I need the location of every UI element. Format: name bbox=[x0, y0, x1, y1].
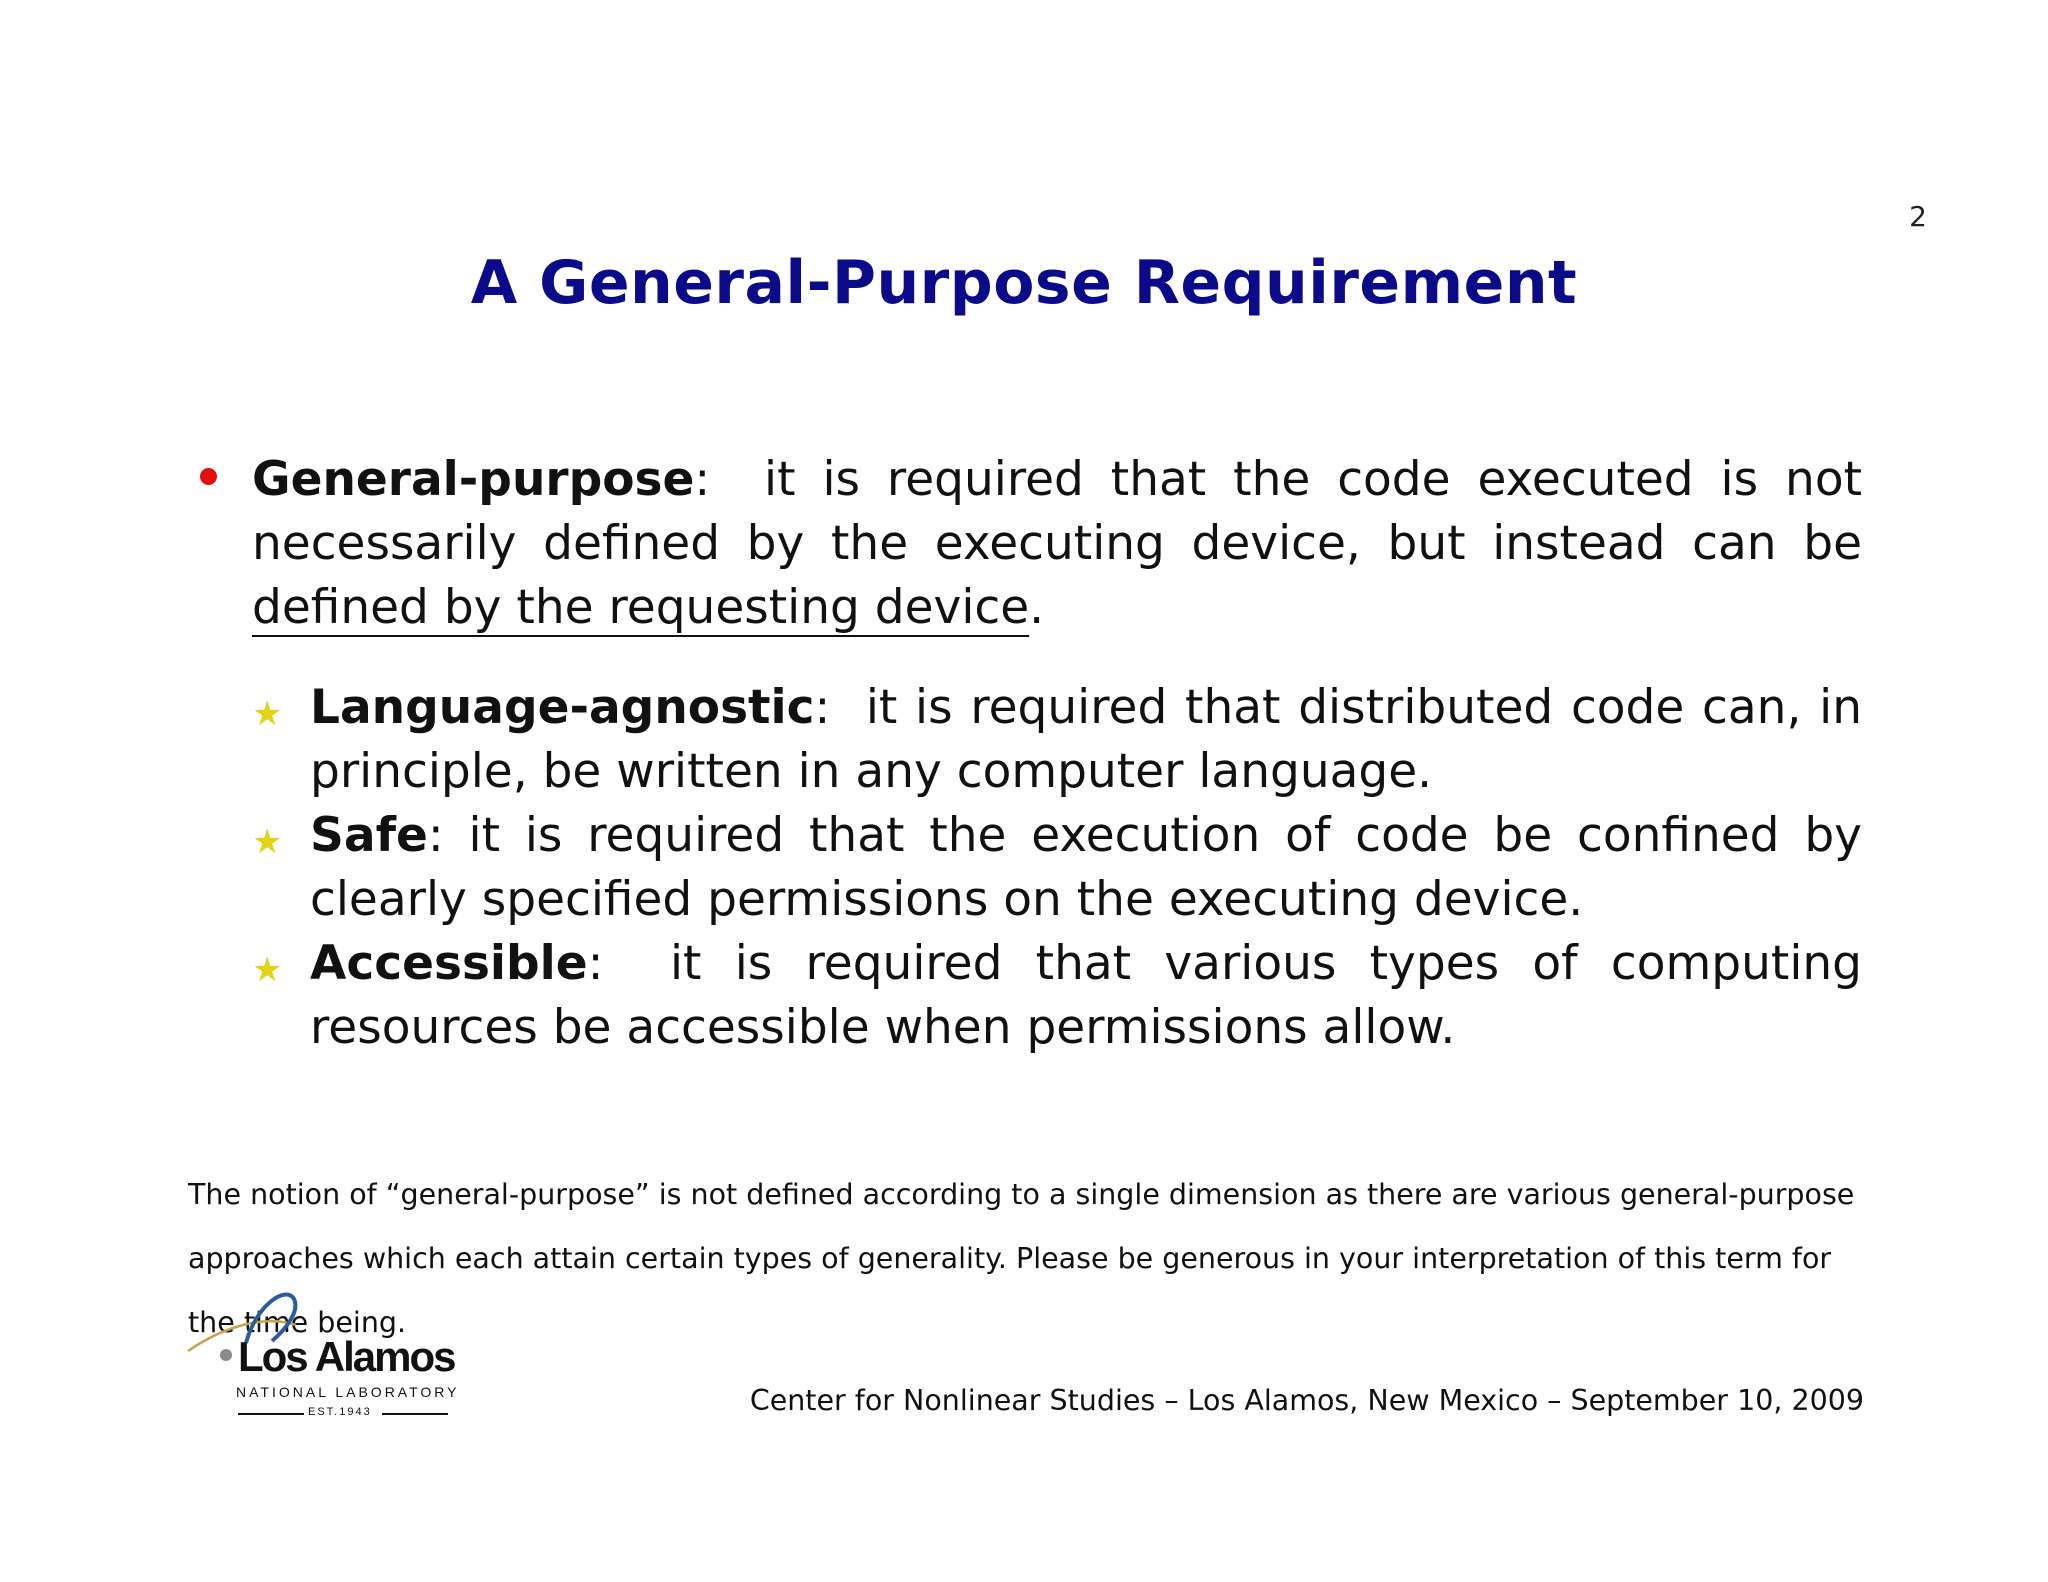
logo-established: EST.1943 bbox=[308, 1406, 372, 1418]
main-bullet-term: General-purpose bbox=[252, 452, 695, 507]
main-bullet bbox=[252, 448, 1877, 640]
logo-divider bbox=[238, 1413, 304, 1415]
logo-name: Los Alamos bbox=[238, 1333, 455, 1380]
sub-bullet-term: Safe bbox=[310, 808, 428, 863]
red-dot-icon bbox=[200, 468, 217, 485]
star-icon: ★ bbox=[252, 694, 283, 734]
sub-bullet-accessible bbox=[252, 932, 1877, 1060]
footer: Center for Nonlinear Studies – Los Alamos, New Mexico – September 10, 2009 bbox=[749, 1384, 1864, 1417]
star-icon: ★ bbox=[252, 950, 283, 990]
footnote: The notion of “general-purpose” is not defined according to a single dimension as there are various general-purpose approaches which each attain certain types of generality. Please be generous in your interpretation of this term for the time being. bbox=[188, 1178, 1855, 1339]
logo-subtitle: NATIONAL LABORATORY bbox=[236, 1384, 460, 1400]
sub-bullet-text: : it is required that the execution of code be confined by clearly specified permissions on the executing device. bbox=[310, 808, 1877, 927]
sub-bullet-list bbox=[252, 676, 1877, 1060]
sub-bullet-term: Accessible bbox=[310, 936, 588, 991]
star-icon: ★ bbox=[252, 822, 283, 862]
logo-divider bbox=[382, 1413, 448, 1415]
sub-bullet-text: : it is required that various types of computing resources be accessible when permissions allow. bbox=[310, 936, 1877, 1055]
main-bullet-text: it is required that the code executed is not necessarily defined by the executing device, but instead can be bbox=[252, 452, 1877, 571]
main-bullet-colon: : bbox=[694, 452, 711, 507]
main-bullet-underlined-text: defined by the requesting device bbox=[252, 580, 1030, 635]
sub-bullet-safe bbox=[252, 804, 1877, 932]
los-alamos-logo bbox=[186, 1285, 466, 1425]
page-number: 2 bbox=[1909, 200, 1927, 233]
slide-title: A General-Purpose Requirement bbox=[470, 248, 1578, 318]
sub-bullet-term: Language-agnostic bbox=[310, 680, 815, 735]
sub-bullet-language-agnostic bbox=[252, 676, 1877, 804]
main-bullet-period: . bbox=[1029, 580, 1045, 635]
sub-bullet-text: : it is required that distributed code can, in principle, be written in any computer language. bbox=[310, 680, 1877, 799]
